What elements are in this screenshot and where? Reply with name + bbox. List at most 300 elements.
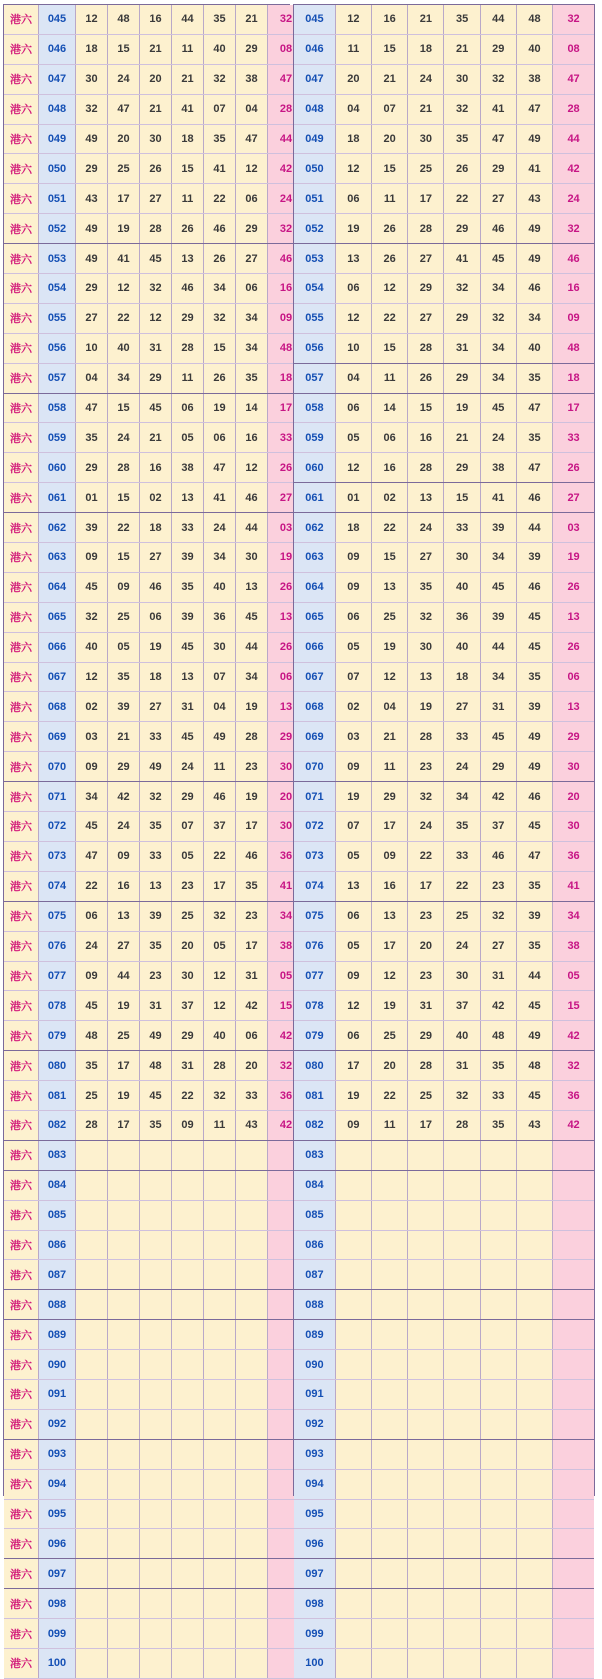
special-ball: 09 xyxy=(268,303,305,333)
special-ball xyxy=(553,1379,594,1409)
draw-ball: 11 xyxy=(204,752,236,782)
draw-ball xyxy=(444,1499,480,1529)
draw-number[interactable]: 046 xyxy=(39,34,76,64)
draw-number[interactable]: 047 xyxy=(39,64,76,94)
draw-ball: 40 xyxy=(516,34,552,64)
draw-number[interactable]: 091 xyxy=(294,1379,335,1409)
draw-ball: 11 xyxy=(372,1110,408,1140)
draw-number[interactable]: 099 xyxy=(39,1619,76,1649)
draw-ball: 18 xyxy=(335,513,371,543)
draw-number[interactable]: 100 xyxy=(294,1648,335,1678)
draw-number[interactable]: 056 xyxy=(39,333,76,363)
draw-number[interactable]: 061 xyxy=(39,483,76,513)
draw-number[interactable]: 045 xyxy=(294,5,335,34)
draw-ball: 41 xyxy=(108,244,140,274)
draw-number[interactable]: 090 xyxy=(39,1350,76,1380)
draw-ball xyxy=(172,1648,204,1678)
draw-number[interactable]: 092 xyxy=(39,1409,76,1439)
draw-ball: 30 xyxy=(408,632,444,662)
draw-ball: 23 xyxy=(140,961,172,991)
special-ball: 36 xyxy=(268,1081,305,1111)
draw-ball xyxy=(140,1350,172,1380)
draw-ball: 35 xyxy=(480,1110,516,1140)
draw-ball: 12 xyxy=(140,303,172,333)
table-row xyxy=(4,1619,304,1649)
draw-ball: 24 xyxy=(480,423,516,453)
draw-number[interactable]: 088 xyxy=(39,1290,76,1320)
draw-ball: 25 xyxy=(444,901,480,931)
draw-number[interactable]: 083 xyxy=(39,1140,76,1170)
special-ball: 32 xyxy=(268,5,305,34)
draw-ball: 13 xyxy=(372,901,408,931)
draw-ball xyxy=(236,1320,268,1350)
table-row xyxy=(4,961,304,991)
special-ball: 15 xyxy=(553,991,594,1021)
draw-number[interactable]: 046 xyxy=(294,34,335,64)
draw-number[interactable]: 059 xyxy=(39,423,76,453)
row-label: 港六 xyxy=(4,1081,39,1111)
draw-number[interactable]: 049 xyxy=(294,124,335,154)
draw-number[interactable]: 097 xyxy=(294,1559,335,1589)
draw-number[interactable]: 068 xyxy=(39,692,76,722)
draw-ball xyxy=(335,1320,371,1350)
draw-ball: 02 xyxy=(140,483,172,513)
special-ball: 48 xyxy=(268,333,305,363)
row-label: 港六 xyxy=(4,632,39,662)
draw-ball xyxy=(444,1170,480,1200)
draw-ball xyxy=(236,1170,268,1200)
draw-ball xyxy=(204,1230,236,1260)
draw-ball: 11 xyxy=(372,184,408,214)
draw-ball: 39 xyxy=(172,602,204,632)
draw-number[interactable]: 100 xyxy=(39,1648,76,1678)
draw-number[interactable]: 053 xyxy=(294,244,335,274)
draw-ball: 35 xyxy=(516,931,552,961)
special-ball: 13 xyxy=(268,692,305,722)
draw-number[interactable]: 064 xyxy=(294,572,335,602)
draw-ball: 17 xyxy=(204,871,236,901)
draw-ball: 34 xyxy=(480,274,516,304)
draw-number[interactable]: 048 xyxy=(39,94,76,124)
draw-ball: 28 xyxy=(204,1051,236,1081)
draw-number[interactable]: 097 xyxy=(39,1559,76,1589)
draw-number[interactable]: 058 xyxy=(39,393,76,423)
special-ball: 46 xyxy=(553,244,594,274)
draw-ball: 39 xyxy=(516,692,552,722)
draw-ball: 21 xyxy=(408,94,444,124)
draw-number[interactable]: 056 xyxy=(294,333,335,363)
draw-ball xyxy=(108,1140,140,1170)
draw-ball: 34 xyxy=(204,274,236,304)
draw-ball: 09 xyxy=(76,543,108,573)
draw-number[interactable]: 065 xyxy=(39,602,76,632)
draw-ball: 38 xyxy=(516,64,552,94)
draw-ball: 29 xyxy=(172,782,204,812)
draw-number[interactable]: 067 xyxy=(294,662,335,692)
draw-ball xyxy=(335,1589,371,1619)
draw-ball xyxy=(140,1409,172,1439)
draw-ball: 19 xyxy=(236,782,268,812)
draw-ball xyxy=(236,1648,268,1678)
draw-number[interactable]: 050 xyxy=(39,154,76,184)
draw-ball xyxy=(335,1379,371,1409)
table-row xyxy=(4,662,304,692)
draw-number[interactable]: 070 xyxy=(294,752,335,782)
draw-number[interactable]: 062 xyxy=(39,513,76,543)
table-row xyxy=(294,1170,594,1200)
draw-number[interactable]: 092 xyxy=(294,1409,335,1439)
draw-number[interactable]: 096 xyxy=(39,1529,76,1559)
table-row xyxy=(4,274,304,304)
draw-ball: 32 xyxy=(408,782,444,812)
draw-ball xyxy=(516,1290,552,1320)
table-row xyxy=(4,1529,304,1559)
draw-ball: 12 xyxy=(372,274,408,304)
draw-number[interactable]: 079 xyxy=(294,1021,335,1051)
draw-number[interactable]: 057 xyxy=(294,363,335,393)
draw-ball: 33 xyxy=(480,1081,516,1111)
draw-ball xyxy=(204,1469,236,1499)
draw-ball: 29 xyxy=(172,303,204,333)
draw-number[interactable]: 054 xyxy=(294,274,335,304)
draw-number[interactable]: 073 xyxy=(294,841,335,871)
row-label: 港六 xyxy=(4,34,39,64)
draw-number[interactable]: 055 xyxy=(294,303,335,333)
table-row xyxy=(294,1200,594,1230)
draw-number[interactable]: 083 xyxy=(294,1140,335,1170)
table-row xyxy=(4,214,304,244)
draw-ball xyxy=(372,1619,408,1649)
draw-ball: 18 xyxy=(335,124,371,154)
special-ball: 20 xyxy=(268,782,305,812)
special-ball xyxy=(553,1589,594,1619)
draw-ball: 45 xyxy=(140,1081,172,1111)
draw-ball xyxy=(236,1619,268,1649)
draw-number[interactable]: 080 xyxy=(39,1051,76,1081)
special-ball xyxy=(553,1260,594,1290)
draw-ball xyxy=(108,1589,140,1619)
draw-number[interactable]: 090 xyxy=(294,1350,335,1380)
draw-ball: 35 xyxy=(140,812,172,842)
draw-number[interactable]: 066 xyxy=(294,632,335,662)
special-ball: 18 xyxy=(268,363,305,393)
draw-ball: 21 xyxy=(444,34,480,64)
draw-number[interactable]: 077 xyxy=(294,961,335,991)
draw-ball: 06 xyxy=(76,901,108,931)
draw-ball: 25 xyxy=(172,901,204,931)
draw-ball: 25 xyxy=(408,154,444,184)
special-ball: 26 xyxy=(268,453,305,483)
draw-ball xyxy=(172,1469,204,1499)
draw-ball: 15 xyxy=(172,154,204,184)
draw-ball: 46 xyxy=(204,782,236,812)
draw-number[interactable]: 067 xyxy=(39,662,76,692)
draw-number[interactable]: 052 xyxy=(294,214,335,244)
draw-number[interactable]: 084 xyxy=(294,1170,335,1200)
draw-ball: 42 xyxy=(480,991,516,1021)
draw-number[interactable]: 068 xyxy=(294,692,335,722)
draw-number[interactable]: 045 xyxy=(39,5,76,34)
draw-number[interactable]: 082 xyxy=(294,1110,335,1140)
draw-number[interactable]: 086 xyxy=(294,1230,335,1260)
table-row xyxy=(294,333,594,363)
row-label: 港六 xyxy=(4,5,39,34)
draw-number[interactable]: 079 xyxy=(39,1021,76,1051)
draw-ball xyxy=(480,1260,516,1290)
draw-ball: 17 xyxy=(372,931,408,961)
draw-ball: 22 xyxy=(172,1081,204,1111)
draw-number[interactable]: 076 xyxy=(294,931,335,961)
draw-ball xyxy=(140,1559,172,1589)
draw-ball xyxy=(516,1439,552,1469)
draw-ball xyxy=(335,1529,371,1559)
table-row xyxy=(4,483,304,513)
draw-ball xyxy=(204,1170,236,1200)
special-ball: 30 xyxy=(553,812,594,842)
draw-ball: 19 xyxy=(335,1081,371,1111)
draw-ball xyxy=(480,1379,516,1409)
draw-ball xyxy=(204,1559,236,1589)
draw-ball: 18 xyxy=(76,34,108,64)
special-ball: 34 xyxy=(268,901,305,931)
draw-ball xyxy=(372,1140,408,1170)
table-row xyxy=(294,841,594,871)
draw-ball xyxy=(236,1409,268,1439)
draw-ball xyxy=(480,1200,516,1230)
draw-number[interactable]: 073 xyxy=(39,841,76,871)
draw-number[interactable]: 087 xyxy=(39,1260,76,1290)
row-label: 港六 xyxy=(4,453,39,483)
draw-ball xyxy=(204,1350,236,1380)
draw-ball: 25 xyxy=(108,154,140,184)
draw-number[interactable]: 096 xyxy=(294,1529,335,1559)
draw-ball: 44 xyxy=(516,513,552,543)
draw-ball: 48 xyxy=(516,5,552,34)
draw-ball: 02 xyxy=(335,692,371,722)
draw-ball: 17 xyxy=(372,812,408,842)
draw-ball: 18 xyxy=(140,662,172,692)
draw-ball: 21 xyxy=(408,5,444,34)
draw-ball: 23 xyxy=(408,752,444,782)
draw-number[interactable]: 069 xyxy=(294,722,335,752)
draw-number[interactable]: 094 xyxy=(294,1469,335,1499)
draw-ball: 24 xyxy=(76,931,108,961)
draw-number[interactable]: 051 xyxy=(294,184,335,214)
draw-ball: 16 xyxy=(140,453,172,483)
draw-ball: 20 xyxy=(236,1051,268,1081)
draw-ball xyxy=(108,1290,140,1320)
special-ball: 48 xyxy=(553,333,594,363)
draw-ball: 39 xyxy=(516,901,552,931)
draw-number[interactable]: 071 xyxy=(294,782,335,812)
draw-ball: 46 xyxy=(516,483,552,513)
draw-number[interactable]: 072 xyxy=(294,812,335,842)
draw-number[interactable]: 055 xyxy=(39,303,76,333)
special-ball xyxy=(553,1439,594,1469)
draw-number[interactable]: 051 xyxy=(39,184,76,214)
table-row xyxy=(294,632,594,662)
draw-number[interactable]: 059 xyxy=(294,423,335,453)
draw-ball: 45 xyxy=(76,572,108,602)
draw-number[interactable]: 081 xyxy=(294,1081,335,1111)
draw-ball: 45 xyxy=(172,722,204,752)
draw-ball xyxy=(516,1499,552,1529)
draw-ball: 27 xyxy=(480,931,516,961)
draw-number[interactable]: 087 xyxy=(294,1260,335,1290)
draw-ball xyxy=(76,1439,108,1469)
draw-number[interactable]: 093 xyxy=(294,1439,335,1469)
draw-ball xyxy=(408,1589,444,1619)
draw-number[interactable]: 094 xyxy=(39,1469,76,1499)
draw-number[interactable]: 053 xyxy=(39,244,76,274)
draw-ball: 48 xyxy=(480,1021,516,1051)
draw-ball: 12 xyxy=(108,274,140,304)
draw-ball: 24 xyxy=(204,513,236,543)
draw-number[interactable]: 047 xyxy=(294,64,335,94)
draw-ball xyxy=(204,1619,236,1649)
draw-ball xyxy=(480,1409,516,1439)
draw-ball xyxy=(444,1439,480,1469)
draw-ball: 35 xyxy=(140,1110,172,1140)
draw-ball: 40 xyxy=(444,572,480,602)
table-row xyxy=(294,1529,594,1559)
draw-ball: 46 xyxy=(516,274,552,304)
draw-number[interactable]: 078 xyxy=(294,991,335,1021)
draw-number[interactable]: 089 xyxy=(294,1320,335,1350)
draw-number[interactable]: 081 xyxy=(39,1081,76,1111)
draw-number[interactable]: 052 xyxy=(39,214,76,244)
draw-number[interactable]: 086 xyxy=(39,1230,76,1260)
draw-ball: 24 xyxy=(408,513,444,543)
draw-number[interactable]: 075 xyxy=(39,901,76,931)
draw-number[interactable]: 060 xyxy=(39,453,76,483)
draw-number[interactable]: 075 xyxy=(294,901,335,931)
draw-ball: 30 xyxy=(408,124,444,154)
draw-ball: 34 xyxy=(480,662,516,692)
special-ball: 44 xyxy=(553,124,594,154)
draw-ball: 39 xyxy=(140,901,172,931)
table-row xyxy=(294,393,594,423)
draw-number[interactable]: 066 xyxy=(39,632,76,662)
draw-ball: 38 xyxy=(480,453,516,483)
draw-ball xyxy=(204,1200,236,1230)
draw-number[interactable]: 049 xyxy=(39,124,76,154)
special-ball xyxy=(553,1409,594,1439)
draw-number[interactable]: 064 xyxy=(39,572,76,602)
special-ball: 36 xyxy=(553,1081,594,1111)
draw-ball xyxy=(372,1290,408,1320)
draw-ball: 36 xyxy=(444,602,480,632)
draw-number[interactable]: 085 xyxy=(294,1200,335,1230)
draw-ball xyxy=(76,1648,108,1678)
draw-number[interactable]: 070 xyxy=(39,752,76,782)
table-row xyxy=(294,1320,594,1350)
draw-ball: 01 xyxy=(76,483,108,513)
draw-number[interactable]: 088 xyxy=(294,1290,335,1320)
draw-number[interactable]: 099 xyxy=(294,1619,335,1649)
table-row xyxy=(294,602,594,632)
special-ball: 13 xyxy=(268,602,305,632)
draw-ball: 29 xyxy=(480,752,516,782)
table-row xyxy=(4,1140,304,1170)
draw-number[interactable]: 077 xyxy=(39,961,76,991)
draw-ball: 31 xyxy=(480,692,516,722)
draw-number[interactable]: 048 xyxy=(294,94,335,124)
draw-number[interactable]: 098 xyxy=(39,1589,76,1619)
table-row xyxy=(4,1170,304,1200)
draw-number[interactable]: 091 xyxy=(39,1379,76,1409)
draw-number[interactable]: 095 xyxy=(39,1499,76,1529)
draw-number[interactable]: 062 xyxy=(294,513,335,543)
draw-ball xyxy=(140,1260,172,1290)
draw-ball xyxy=(372,1439,408,1469)
draw-ball: 27 xyxy=(408,244,444,274)
draw-number[interactable]: 050 xyxy=(294,154,335,184)
draw-ball xyxy=(335,1409,371,1439)
draw-number[interactable]: 080 xyxy=(294,1051,335,1081)
draw-ball xyxy=(76,1140,108,1170)
table-row xyxy=(4,244,304,274)
draw-number[interactable]: 074 xyxy=(39,871,76,901)
row-label: 港六 xyxy=(4,1140,39,1170)
draw-ball: 45 xyxy=(140,244,172,274)
draw-number[interactable]: 076 xyxy=(39,931,76,961)
draw-ball: 29 xyxy=(444,453,480,483)
draw-number[interactable]: 069 xyxy=(39,722,76,752)
draw-number[interactable]: 060 xyxy=(294,453,335,483)
draw-number[interactable]: 072 xyxy=(39,812,76,842)
draw-ball: 32 xyxy=(444,94,480,124)
draw-number[interactable]: 095 xyxy=(294,1499,335,1529)
draw-ball: 32 xyxy=(204,303,236,333)
draw-ball: 21 xyxy=(372,722,408,752)
special-ball: 28 xyxy=(553,94,594,124)
draw-ball xyxy=(140,1140,172,1170)
special-ball xyxy=(553,1290,594,1320)
table-row xyxy=(294,931,594,961)
draw-ball: 16 xyxy=(108,871,140,901)
draw-number[interactable]: 071 xyxy=(39,782,76,812)
draw-number[interactable]: 085 xyxy=(39,1200,76,1230)
draw-number[interactable]: 061 xyxy=(294,483,335,513)
draw-number[interactable]: 078 xyxy=(39,991,76,1021)
draw-ball xyxy=(335,1350,371,1380)
draw-ball: 18 xyxy=(408,34,444,64)
draw-number[interactable]: 093 xyxy=(39,1439,76,1469)
draw-ball xyxy=(408,1200,444,1230)
row-label: 港六 xyxy=(4,393,39,423)
draw-ball xyxy=(480,1350,516,1380)
draw-number[interactable]: 063 xyxy=(294,543,335,573)
draw-number[interactable]: 084 xyxy=(39,1170,76,1200)
draw-number[interactable]: 054 xyxy=(39,274,76,304)
table-row xyxy=(294,64,594,94)
draw-number[interactable]: 089 xyxy=(39,1320,76,1350)
special-ball: 17 xyxy=(553,393,594,423)
draw-number[interactable]: 074 xyxy=(294,871,335,901)
draw-number[interactable]: 058 xyxy=(294,393,335,423)
special-ball xyxy=(553,1170,594,1200)
draw-number[interactable]: 098 xyxy=(294,1589,335,1619)
draw-number[interactable]: 082 xyxy=(39,1110,76,1140)
draw-number[interactable]: 057 xyxy=(39,363,76,393)
draw-ball: 15 xyxy=(372,154,408,184)
row-label: 港六 xyxy=(4,244,39,274)
draw-number[interactable]: 065 xyxy=(294,602,335,632)
draw-ball: 44 xyxy=(172,5,204,34)
draw-number[interactable]: 063 xyxy=(39,543,76,573)
draw-ball: 17 xyxy=(108,1110,140,1140)
